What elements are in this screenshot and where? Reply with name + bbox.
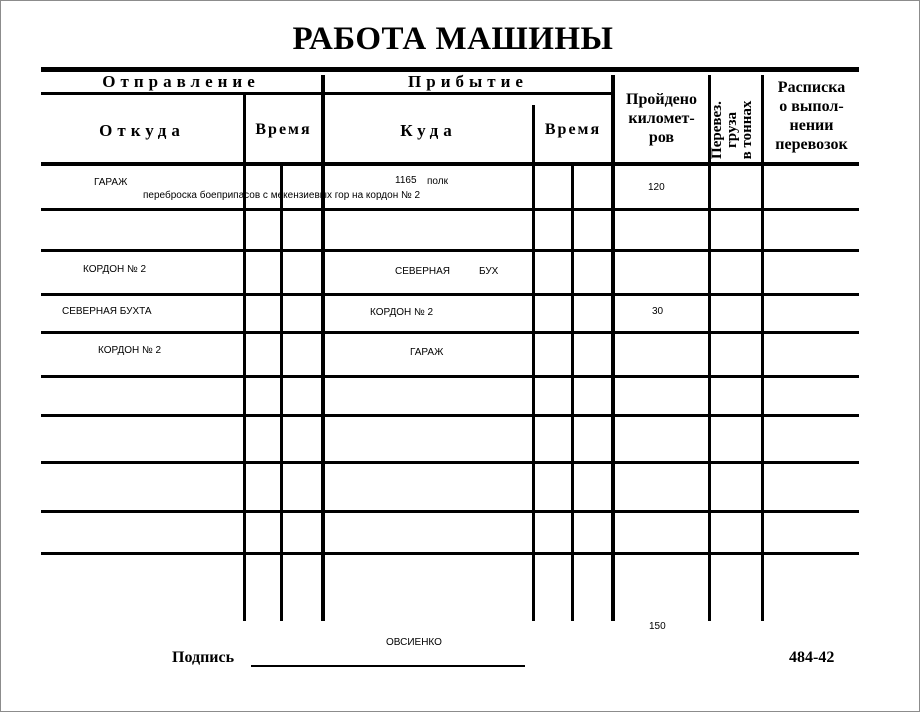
header-receipt [764, 78, 859, 154]
row-rule-4 [41, 331, 859, 334]
section-header-rule [41, 92, 613, 95]
header-departure: Отправление [102, 72, 260, 91]
header-cargo-line1: Перевез. [709, 101, 725, 159]
signature-line [251, 665, 525, 667]
col-rule-to-time [532, 105, 535, 621]
row-rule-6 [41, 414, 859, 417]
header-km [615, 90, 708, 147]
col-rule-from-time [243, 93, 246, 621]
row4-km: 30 [652, 306, 664, 317]
header-km-line3: ров [648, 129, 675, 146]
row1-to-unit: полк [427, 176, 448, 187]
form-title: РАБОТА МАШИНЫ [292, 21, 614, 57]
col-rule-departure-arrival [321, 75, 325, 621]
row3-from: КОРДОН № 2 [83, 264, 147, 275]
col-rule-dep-time-split [280, 163, 283, 621]
row-rule-8 [41, 510, 859, 513]
row-rule-9 [41, 552, 859, 555]
row3-to-part1: СЕВЕРНАЯ [395, 266, 451, 277]
header-cargo-line3: в тоннах [739, 100, 755, 160]
row1-note: переброска боеприпасов с мекензиевых гор на кордон № 2 [143, 190, 421, 201]
row5-to: ГАРАЖ [410, 347, 444, 358]
signature-name: ОВСИЕНКО [386, 637, 442, 648]
row4-to: КОРДОН № 2 [370, 307, 434, 318]
header-arrival: Прибытие [408, 72, 528, 91]
row1-km: 120 [648, 182, 665, 193]
row-rule-2 [41, 249, 859, 252]
header-arrival-time: Время [544, 121, 602, 138]
header-km-line2: километ- [628, 110, 695, 127]
header-to: Куда [400, 121, 457, 140]
row1-to-number: 1165 [395, 175, 417, 186]
col-rule-arr-time-split [571, 163, 574, 621]
row3-to-part2: БУХ [479, 266, 499, 277]
header-cargo-line2: груза [724, 112, 740, 148]
row5-from: КОРДОН № 2 [98, 345, 162, 356]
header-km-line1: Пройдено [626, 91, 697, 108]
header-cargo [710, 88, 760, 172]
header-from: Откуда [99, 121, 185, 140]
form-code: 484-42 [789, 649, 835, 666]
row-rule-1 [41, 208, 859, 211]
row-rule-5 [41, 375, 859, 378]
header-receipt-line1: Расписка [777, 79, 846, 96]
header-receipt-line3: нении [789, 117, 834, 134]
header-receipt-line4: перевозок [775, 136, 848, 153]
row-rule-7 [41, 461, 859, 464]
row1-from: ГАРАЖ [94, 177, 128, 188]
header-departure-time: Время [255, 121, 312, 138]
row-rule-3 [41, 293, 859, 296]
header-receipt-line2: о выпол- [779, 98, 844, 115]
col-rule-time-km [611, 75, 615, 621]
row4-from: СЕВЕРНАЯ БУХТА [62, 306, 152, 317]
total-km: 150 [649, 621, 666, 632]
col-rule-cargo-receipt [761, 75, 764, 621]
signature-label: Подпись [172, 649, 235, 666]
